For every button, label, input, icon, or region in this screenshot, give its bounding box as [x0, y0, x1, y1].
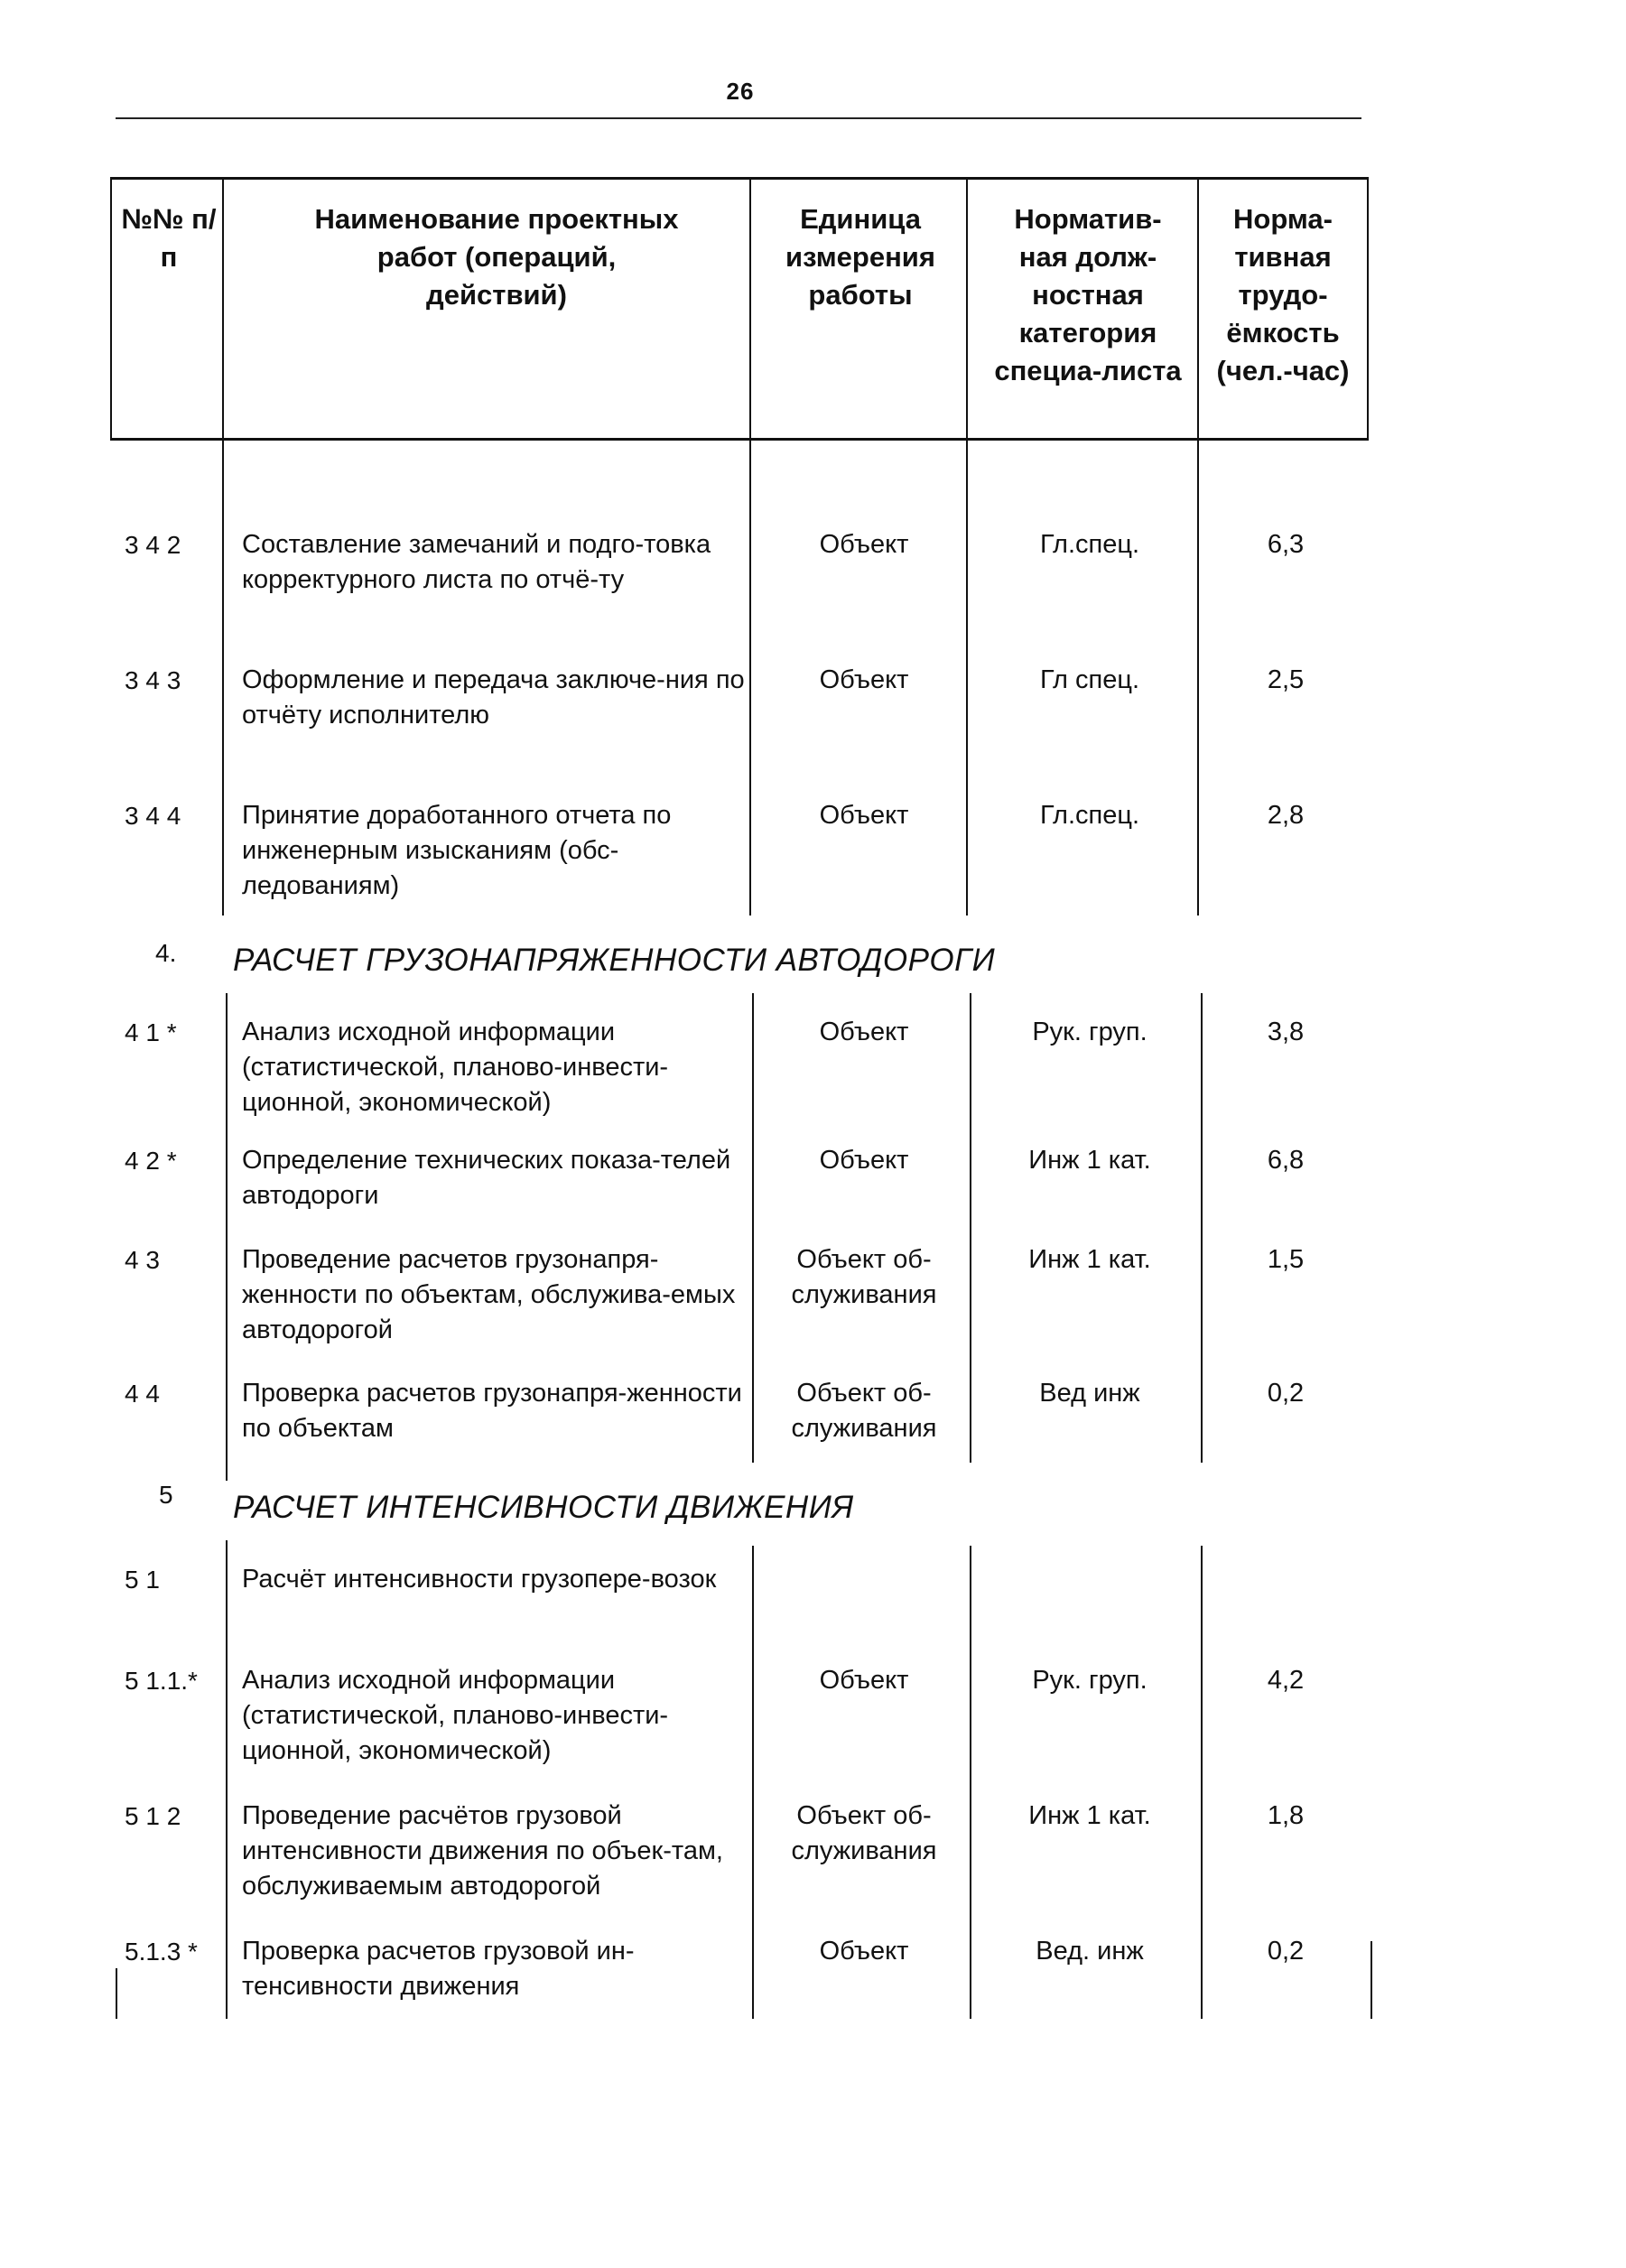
row-value: 1,5 — [1267, 1245, 1305, 1274]
row-name: Анализ исходной информации (статистической, планово-инвести-ционной, экономической) — [242, 1666, 669, 1765]
row-unit: Объект об-служивания — [791, 1245, 937, 1309]
col-line-2c — [752, 1546, 754, 2019]
row-category: Гл.спец. — [1039, 801, 1140, 830]
header-num: №№ п/п — [121, 203, 217, 273]
row-name: Расчёт интенсивности грузопере-возок — [242, 1565, 717, 1594]
row-category: Рук. груп. — [1032, 1666, 1147, 1695]
row-unit: Объект — [819, 801, 909, 830]
row-unit: Объект об-служивания — [791, 1379, 937, 1443]
row-category: Вед. инж — [1036, 1937, 1144, 1966]
row-value: 0,2 — [1267, 1379, 1305, 1408]
col-line-left — [110, 177, 112, 441]
row-unit: Объект — [819, 665, 909, 694]
row-name: Проверка расчетов грузонапря-женности по объектам — [242, 1379, 742, 1443]
row-unit: Объект — [819, 1146, 909, 1175]
row-category: Рук. груп. — [1032, 1018, 1147, 1046]
row-unit: Объект — [819, 1666, 909, 1695]
row-value: 6,3 — [1267, 530, 1305, 559]
row-unit: Объект об-служивания — [791, 1801, 937, 1865]
col-line-3c — [970, 1546, 971, 2019]
row-number: 4 4 — [125, 1380, 160, 1408]
col-line-left-b — [116, 1968, 117, 2019]
header-value: Норма-тивная трудо-ёмкость (чел.-час) — [1216, 203, 1350, 386]
row-number: 4 3 — [125, 1246, 160, 1274]
col-line-3b — [970, 993, 971, 1463]
row-name: Определение технических показа-телей автодороги — [242, 1146, 731, 1210]
section-title: РАСЧЕТ ГРУЗОНАПРЯЖЕННОСТИ АВТОДОРОГИ — [233, 943, 996, 978]
header-top-line — [110, 177, 1369, 180]
row-number: 4 2 * — [125, 1147, 177, 1175]
row-value: 1,8 — [1267, 1801, 1305, 1830]
header-bottom-line — [110, 438, 1369, 441]
row-category: Гл спец. — [1039, 665, 1140, 694]
row-value: 2,5 — [1267, 665, 1305, 694]
section-title: РАСЧЕТ ИНТЕНСИВНОСТИ ДВИЖЕНИЯ — [233, 1490, 854, 1525]
row-name: Проведение расчётов грузовой интенсивности движения по объек-там, обслуживаемым автодорогой — [242, 1801, 723, 1901]
row-category: Гл.спец. — [1039, 530, 1140, 559]
row-value: 6,8 — [1267, 1146, 1305, 1175]
header-category: Норматив-ная долж-ностная категория специа-листа — [994, 203, 1182, 386]
row-number: 5.1.3 * — [125, 1938, 198, 1966]
row-value: 0,2 — [1267, 1937, 1305, 1966]
row-number: 5 1.1.* — [125, 1667, 198, 1695]
col-line-right-b — [1370, 1941, 1372, 2019]
row-value: 4,2 — [1267, 1666, 1305, 1695]
row-unit: Объект — [819, 530, 909, 559]
col-line-2 — [749, 177, 751, 916]
col-line-1c — [226, 1540, 228, 2019]
row-unit: Объект — [819, 1018, 909, 1046]
row-category: Инж 1 кат. — [1028, 1801, 1151, 1830]
row-category: Инж 1 кат. — [1028, 1146, 1151, 1175]
row-number: 3 4 4 — [125, 802, 181, 830]
row-name: Проведение расчетов грузонапря-женности по объектам, обслужива-емых автодорогой — [242, 1245, 736, 1344]
row-name: Принятие доработанного отчета по инженерным изысканиям (обс-ледованиям) — [242, 801, 672, 900]
row-value: 3,8 — [1267, 1018, 1305, 1046]
row-number: 3 4 3 — [125, 666, 181, 694]
row-category: Вед инж — [1039, 1379, 1140, 1408]
col-line-1b — [226, 993, 228, 1481]
row-name: Оформление и передача заключе-ния по отчёту исполнителю — [242, 665, 745, 730]
section-number: 5 — [159, 1481, 173, 1509]
row-number: 4 1 * — [125, 1018, 177, 1046]
row-category: Инж 1 кат. — [1028, 1245, 1151, 1274]
page-number: 26 — [726, 78, 755, 105]
row-unit: Объект — [819, 1937, 909, 1966]
row-name: Анализ исходной информации (статистической, планово-инвести-ционной, экономической) — [242, 1018, 669, 1117]
row-name: Составление замечаний и подго-товка корректурного листа по отчё-ту — [242, 530, 711, 594]
col-line-right — [1367, 177, 1369, 441]
section-number: 4. — [155, 939, 177, 967]
row-number: 3 4 2 — [125, 531, 181, 559]
col-line-2b — [752, 993, 754, 1463]
top-rule — [116, 117, 1361, 119]
header-unit: Единица измерения работы — [785, 203, 935, 311]
row-name: Проверка расчетов грузовой ин-тенсивности движения — [242, 1937, 635, 2001]
header-name: Наименование проектных работ (операций, действий) — [314, 203, 679, 311]
row-number: 5 1 2 — [125, 1802, 181, 1830]
row-value: 2,8 — [1267, 801, 1305, 830]
row-number: 5 1 — [125, 1566, 160, 1594]
